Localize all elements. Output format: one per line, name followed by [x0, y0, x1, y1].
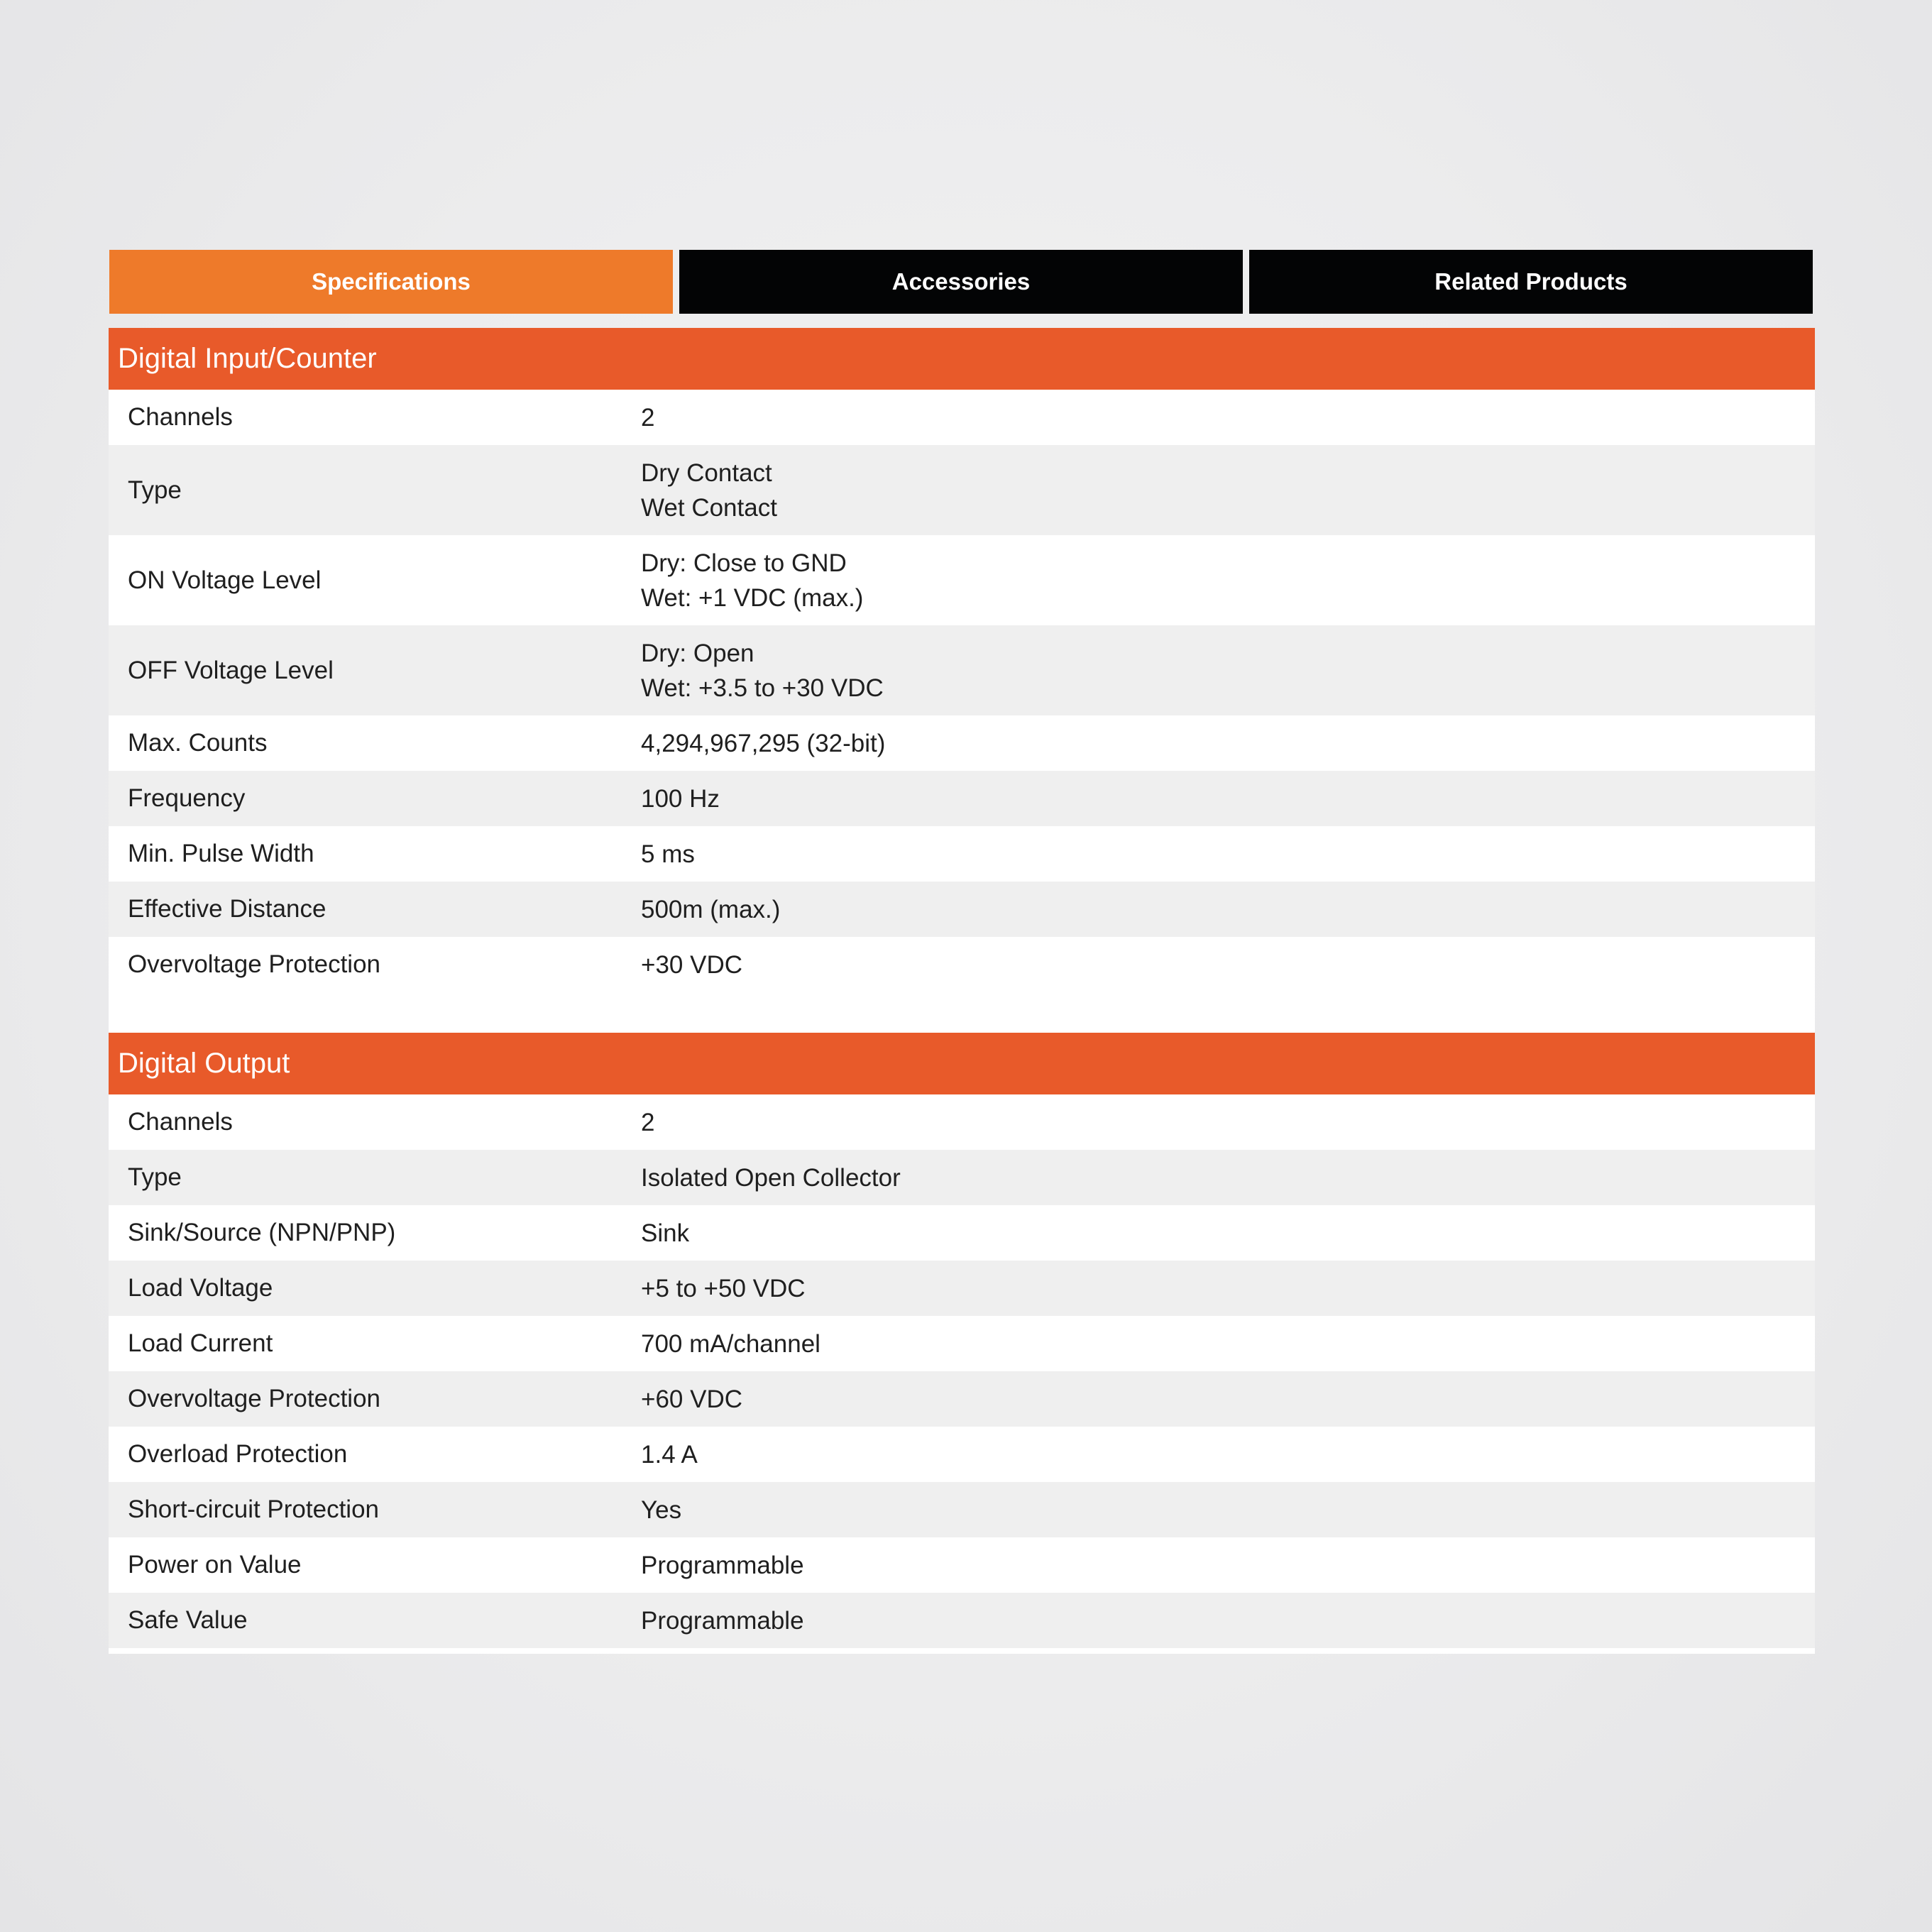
spec-value: 700 mA/channel — [641, 1329, 820, 1358]
spec-label: OFF Voltage Level — [128, 656, 334, 684]
spec-value: Sink — [641, 1219, 690, 1247]
table-row — [109, 1371, 1815, 1427]
spec-value: Dry: Close to GND Wet: +1 VDC (max.) — [641, 549, 864, 612]
spec-value: 1.4 A — [641, 1440, 698, 1469]
section-spacer — [109, 992, 1815, 1033]
table-row — [109, 1482, 1815, 1537]
tab-accessories[interactable]: Accessories — [679, 250, 1243, 314]
spec-label: ON Voltage Level — [128, 566, 322, 594]
spec-label: Channels — [128, 1108, 233, 1136]
spec-value: 5 ms — [641, 840, 695, 868]
spec-label: Max. Counts — [128, 729, 268, 757]
spec-label: Effective Distance — [128, 895, 326, 923]
spec-label: Load Current — [128, 1329, 273, 1357]
spec-label: Load Voltage — [128, 1274, 273, 1302]
spec-label: Min. Pulse Width — [128, 840, 314, 867]
spec-value: +60 VDC — [641, 1385, 742, 1413]
spec-label: Overvoltage Protection — [128, 950, 381, 978]
table-row — [109, 625, 1815, 715]
spec-value: 2 — [641, 1108, 655, 1136]
table-row — [109, 390, 1815, 445]
spec-value: 500m (max.) — [641, 895, 781, 923]
table-row — [109, 715, 1815, 771]
table-row — [109, 1316, 1815, 1371]
table-row — [109, 1094, 1815, 1150]
spec-label: Safe Value — [128, 1606, 248, 1634]
tab-bar — [109, 250, 1813, 314]
table-row — [109, 771, 1815, 826]
spec-value: Programmable — [641, 1606, 804, 1635]
table-bottom-edge — [109, 1648, 1815, 1654]
spec-value: 4,294,967,295 (32-bit) — [641, 729, 886, 757]
spec-label: Sink/Source (NPN/PNP) — [128, 1219, 396, 1246]
tab-specifications[interactable]: Specifications — [109, 250, 673, 314]
table-row — [109, 937, 1815, 992]
table-row — [109, 445, 1815, 535]
spec-value: 100 Hz — [641, 784, 720, 813]
spec-label: Power on Value — [128, 1551, 302, 1579]
spec-value: Dry Contact Wet Contact — [641, 459, 777, 522]
spec-value: Dry: Open Wet: +3.5 to +30 VDC — [641, 639, 884, 702]
spec-value: 2 — [641, 403, 655, 432]
spec-value: Yes — [641, 1495, 682, 1524]
table-row — [109, 1150, 1815, 1205]
table-row — [109, 1593, 1815, 1648]
spec-label: Short-circuit Protection — [128, 1495, 380, 1523]
table-row — [109, 1205, 1815, 1261]
spec-value: +30 VDC — [641, 950, 742, 979]
spec-value: +5 to +50 VDC — [641, 1274, 806, 1302]
table-row — [109, 1261, 1815, 1316]
spec-label: Frequency — [128, 784, 246, 812]
table-row — [109, 826, 1815, 882]
table-row — [109, 1537, 1815, 1593]
table-row — [109, 1427, 1815, 1482]
tab-related-products[interactable]: Related Products — [1249, 250, 1813, 314]
table-row — [109, 882, 1815, 937]
spec-label: Overload Protection — [128, 1440, 348, 1468]
spec-label: Channels — [128, 403, 233, 431]
spec-label: Type — [128, 1163, 182, 1191]
spec-page — [109, 250, 1815, 1654]
table-row — [109, 535, 1815, 625]
spec-label: Overvoltage Protection — [128, 1385, 381, 1412]
section-header-digital-input: Digital Input/Counter — [109, 328, 1815, 390]
section-header-digital-output: Digital Output — [109, 1033, 1815, 1094]
spec-label: Type — [128, 476, 182, 504]
spec-value: Programmable — [641, 1551, 804, 1579]
spec-value: Isolated Open Collector — [641, 1163, 901, 1192]
